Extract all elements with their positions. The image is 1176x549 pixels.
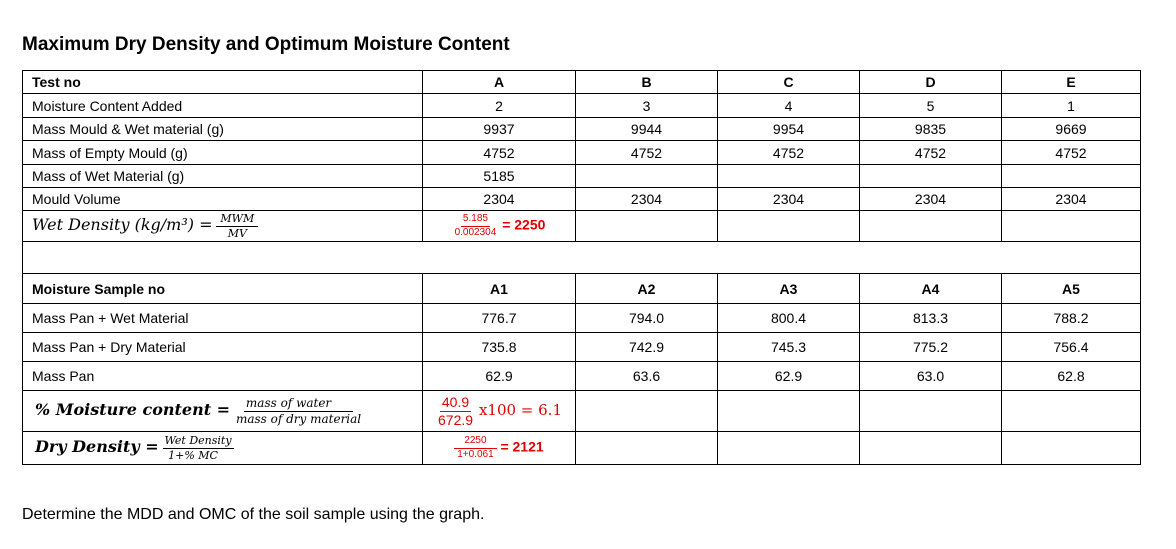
fraction-denominator: 1+% MC xyxy=(168,448,218,462)
table-cell xyxy=(1002,432,1141,465)
row-label: Mass Mould & Wet material (g) xyxy=(23,118,423,141)
formula-fraction xyxy=(163,435,234,461)
table-cell: 9944 xyxy=(576,118,718,141)
table-row xyxy=(23,362,1141,391)
table-cell xyxy=(860,432,1002,465)
table-row xyxy=(23,141,1141,165)
table-cell: 63.6 xyxy=(576,362,718,391)
footer-instruction: Determine the MDD and OMC of the soil sample using the graph. xyxy=(22,506,485,523)
table-cell: 4752 xyxy=(718,141,860,165)
table-cell xyxy=(718,165,860,188)
table-cell: 3 xyxy=(576,94,718,118)
table-cell: 800.4 xyxy=(718,304,860,333)
compaction-test-table xyxy=(22,70,1141,465)
table-cell: A xyxy=(423,71,576,94)
moisture-content-formula xyxy=(23,391,423,432)
row-label: Test no xyxy=(23,71,423,94)
table-cell: 745.3 xyxy=(718,333,860,362)
calc-fraction xyxy=(453,214,499,238)
table-cell: 788.2 xyxy=(1002,304,1141,333)
table-row xyxy=(23,304,1141,333)
table-cell: A3 xyxy=(718,274,860,304)
table-cell: 5 xyxy=(860,94,1002,118)
table-cell: 1 xyxy=(1002,94,1141,118)
calc-numerator: 2250 xyxy=(454,436,496,449)
wet-density-formula xyxy=(23,211,423,242)
table-cell: 62.8 xyxy=(1002,362,1141,391)
table-cell: 813.3 xyxy=(860,304,1002,333)
table-row-moisture-content xyxy=(23,391,1141,432)
table-row xyxy=(23,188,1141,211)
table-cell xyxy=(576,165,718,188)
calc-numerator: 40.9 xyxy=(441,393,470,410)
table-cell: 735.8 xyxy=(423,333,576,362)
row-label: Mass of Wet Material (g) xyxy=(23,165,423,188)
table-row xyxy=(23,118,1141,141)
wet-density-calculation xyxy=(423,211,576,242)
table-cell: 5185 xyxy=(423,165,576,188)
row-label: Moisture Sample no xyxy=(23,274,423,304)
table-cell: 742.9 xyxy=(576,333,718,362)
table-cell: 62.9 xyxy=(718,362,860,391)
table-cell xyxy=(576,432,718,465)
table-cell: 756.4 xyxy=(1002,333,1141,362)
table-cell: 4 xyxy=(718,94,860,118)
calc-fraction xyxy=(436,395,475,427)
fraction-denominator: MV xyxy=(227,226,247,240)
formula-label: % Moisture content = xyxy=(35,399,231,419)
table-row xyxy=(23,165,1141,188)
dry-density-calculation xyxy=(423,432,576,465)
table-cell: D xyxy=(860,71,1002,94)
table-cell: 9954 xyxy=(718,118,860,141)
table-cell xyxy=(860,165,1002,188)
table-cell: 62.9 xyxy=(423,362,576,391)
table-cell xyxy=(860,211,1002,242)
table-cell: C xyxy=(718,71,860,94)
table-cell: 4752 xyxy=(1002,141,1141,165)
table-cell xyxy=(718,211,860,242)
table-cell: 4752 xyxy=(860,141,1002,165)
table-cell xyxy=(718,432,860,465)
fraction-denominator: mass of dry material xyxy=(235,411,362,426)
table-cell: A4 xyxy=(860,274,1002,304)
fraction-numerator: Wet Density xyxy=(164,433,232,447)
table-cell xyxy=(576,211,718,242)
table-cell xyxy=(576,391,718,432)
table-row xyxy=(23,94,1141,118)
page-title: Maximum Dry Density and Optimum Moisture Content xyxy=(22,34,510,55)
table-cell: 2304 xyxy=(576,188,718,211)
row-label: Mass of Empty Mould (g) xyxy=(23,141,423,165)
calc-result: = 2250 xyxy=(502,216,546,233)
calc-denominator: 0.002304 xyxy=(454,226,497,238)
table-cell: 775.2 xyxy=(860,333,1002,362)
table-row-moisture-sample xyxy=(23,274,1141,304)
table-cell: 9835 xyxy=(860,118,1002,141)
calc-numerator: 5.185 xyxy=(461,214,490,227)
table-cell: 2304 xyxy=(718,188,860,211)
table-spacer-row xyxy=(23,242,1141,274)
table-cell: 794.0 xyxy=(576,304,718,333)
table-cell: 4752 xyxy=(423,141,576,165)
table-cell: 9937 xyxy=(423,118,576,141)
row-label: Moisture Content Added xyxy=(23,94,423,118)
row-label: Mass Pan xyxy=(23,362,423,391)
table-row xyxy=(23,333,1141,362)
formula-fraction xyxy=(234,397,363,425)
table-cell: A2 xyxy=(576,274,718,304)
table-cell: 2 xyxy=(423,94,576,118)
fraction-numerator: MWM xyxy=(216,213,258,227)
table-cell: 2304 xyxy=(1002,188,1141,211)
table-cell: 776.7 xyxy=(423,304,576,333)
table-cell xyxy=(1002,391,1141,432)
row-label: Mass Pan + Wet Material xyxy=(23,304,423,333)
table-cell: 63.0 xyxy=(860,362,1002,391)
row-label: Mass Pan + Dry Material xyxy=(23,333,423,362)
formula-fraction xyxy=(216,213,258,239)
calc-result: = 2121 xyxy=(500,438,544,455)
spacer-cell xyxy=(23,242,1141,274)
formula-label: Wet Density (kg/m³) = xyxy=(32,214,213,234)
table-row-test-no xyxy=(23,71,1141,94)
moisture-content-calculation xyxy=(423,391,576,432)
calc-fraction xyxy=(454,436,496,460)
table-cell: A5 xyxy=(1002,274,1141,304)
calc-denominator: 672.9 xyxy=(438,411,474,428)
table-cell: B xyxy=(576,71,718,94)
table-cell: 9669 xyxy=(1002,118,1141,141)
fraction-numerator: mass of water xyxy=(244,397,353,412)
calc-result: x100 = 6.1 xyxy=(478,400,562,419)
table-cell: 2304 xyxy=(423,188,576,211)
table-cell: A1 xyxy=(423,274,576,304)
table-row-dry-density xyxy=(23,432,1141,465)
row-label: Mould Volume xyxy=(23,188,423,211)
calc-denominator: 1+0.061 xyxy=(457,448,494,460)
table-cell xyxy=(860,391,1002,432)
dry-density-formula xyxy=(23,432,423,465)
table-cell: 2304 xyxy=(860,188,1002,211)
formula-label: Dry Density = xyxy=(35,436,159,456)
table-cell xyxy=(718,391,860,432)
table-cell: 4752 xyxy=(576,141,718,165)
table-cell xyxy=(1002,165,1141,188)
table-row-wet-density xyxy=(23,211,1141,242)
table-cell xyxy=(1002,211,1141,242)
table-cell: E xyxy=(1002,71,1141,94)
